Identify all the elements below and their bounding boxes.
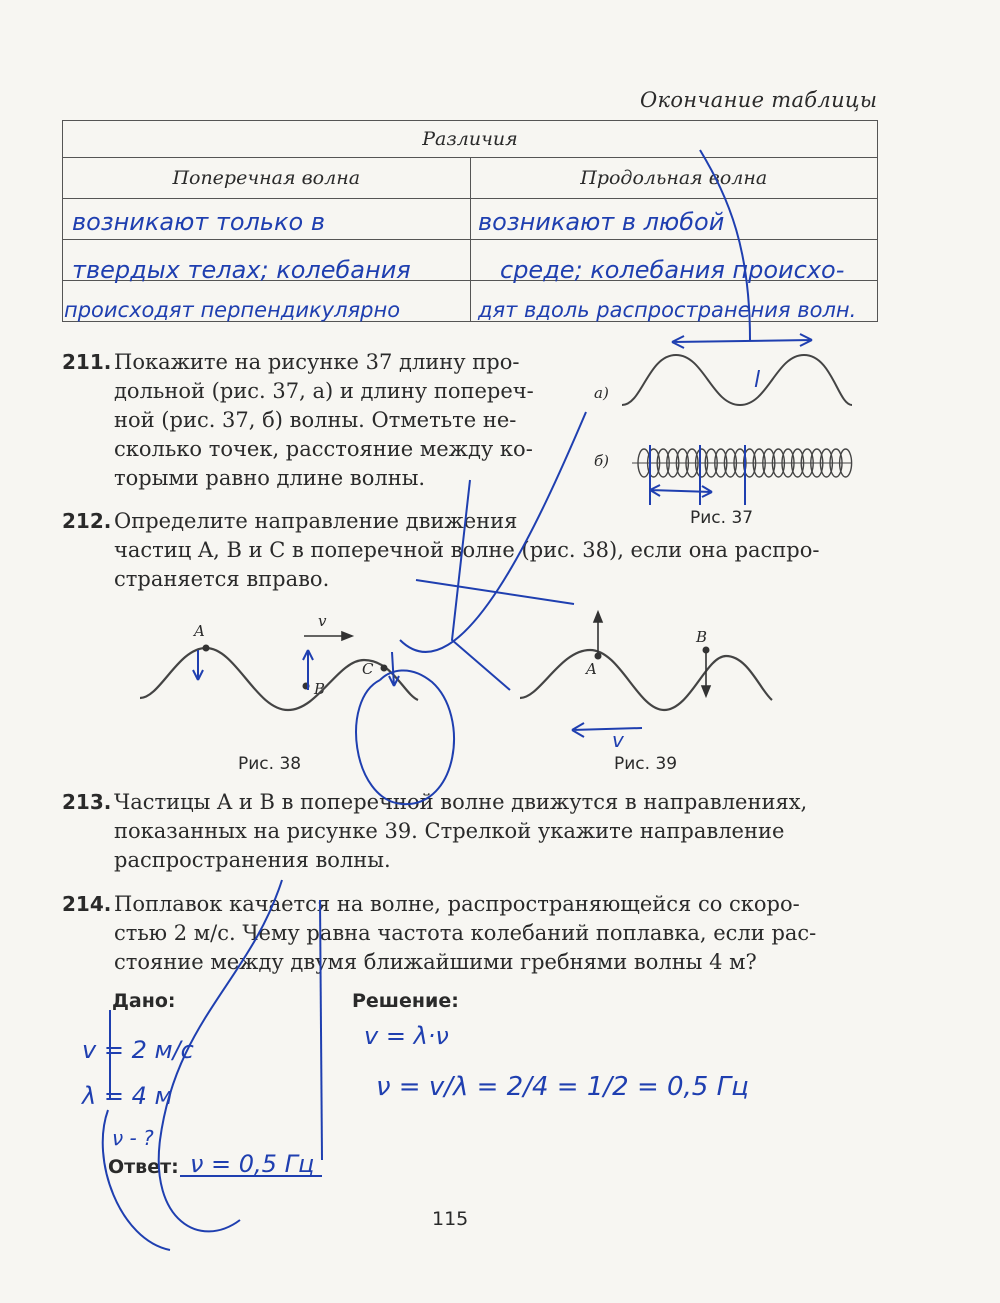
task-line: страняется вправо. [114,567,330,591]
task-line: Поплавок качается на волне, распространяющейся со скоро- [114,892,800,916]
task-line: Определите направление движения [114,509,518,533]
task-line: распространения волны. [114,848,391,872]
hw-formula-1: v = λ·ν [364,1022,449,1050]
hw-left-line-3: происходят перпендикулярно [64,298,401,322]
hw-left-line-1: возникают только в [72,208,325,236]
fig37-label-a: а) [594,384,609,402]
table-caption: Окончание таблицы [640,88,878,112]
task-number: 212. [62,509,112,533]
fig38-point-c [381,665,388,672]
fig38-caption: Рис. 38 [238,754,302,774]
fig38-label-v: v [318,612,327,630]
hw-blue-strokes [103,150,750,1250]
fig39-wave [520,650,772,710]
fig38-label-a: A [194,622,205,640]
page-number: 115 [432,1208,469,1230]
hw-fig37-arrows [650,334,812,505]
fig37-caption: Рис. 37 [690,508,754,528]
fig39-label-a: A [586,660,597,678]
task-line: Покажите на рисунке 37 длину про- [114,350,520,374]
fig38-velocity-arrow [304,632,352,640]
fig37-label-b: б) [594,452,610,470]
task-line: частиц A, B и C в поперечной волне (рис. 38), если она распро- [114,538,820,562]
task-line: сколько точек, расстояние между ко- [114,437,533,461]
hw-right-line-1: возникают в любой [478,208,725,236]
solution-label: Решение: [352,990,459,1012]
hw-given-1: v = 2 м/с [82,1036,194,1064]
fig37-transverse-wave [622,355,852,405]
fig38-point-a [203,645,210,652]
col-longitudinal-wave: Продольная волна [470,158,878,199]
hw-velocity-v: v [612,728,624,752]
task-number: 211. [62,350,112,374]
hw-answer: ν = 0,5 Гц [190,1150,315,1178]
hw-right-line-2: среде; колебания происхо- [500,256,845,284]
fig39-caption: Рис. 39 [614,754,678,774]
fig39-point-b [703,647,710,654]
hw-left-line-2: твердых телах; колебания [72,256,411,284]
task-line: ной (рис. 37, б) волны. Отметьте не- [114,408,517,432]
fig38-wave [140,648,418,710]
hw-given-2: λ = 4 м [82,1082,173,1110]
task-line: Частицы A и B в поперечной волне движутся в направлениях, [114,790,808,814]
hw-right-line-3: дят вдоль распространения волн. [478,298,857,322]
answer-label: Ответ: [108,1156,179,1178]
task-number: 214. [62,892,112,916]
task-line: показанных на рисунке 39. Стрелкой укажите направление [114,819,785,843]
fig38-label-b: B [314,680,326,698]
col-transverse-wave: Поперечная волна [63,158,471,199]
fig38-label-c: C [362,660,374,678]
hw-wavelength-l: l [754,368,761,393]
task-line: дольной (рис. 37, а) и длину попереч- [114,379,534,403]
fig39-point-a [595,653,602,660]
given-label: Дано: [112,990,176,1012]
hw-given-3: ν - ? [112,1126,154,1150]
task-line: стояние между двумя ближайшими гребнями волны 4 м? [114,950,757,974]
task-line: стью 2 м/с. Чему равна частота колебаний поплавка, если рас- [114,921,817,945]
fig39-label-b: B [696,628,708,646]
hw-formula-2: ν = v/λ = 2/4 = 1/2 = 0,5 Гц [376,1072,749,1102]
task-line: торыми равно длине волны. [114,466,426,490]
fig39-arrows [594,612,710,696]
task-number: 213. [62,790,112,814]
table-title: Различия [63,121,878,158]
